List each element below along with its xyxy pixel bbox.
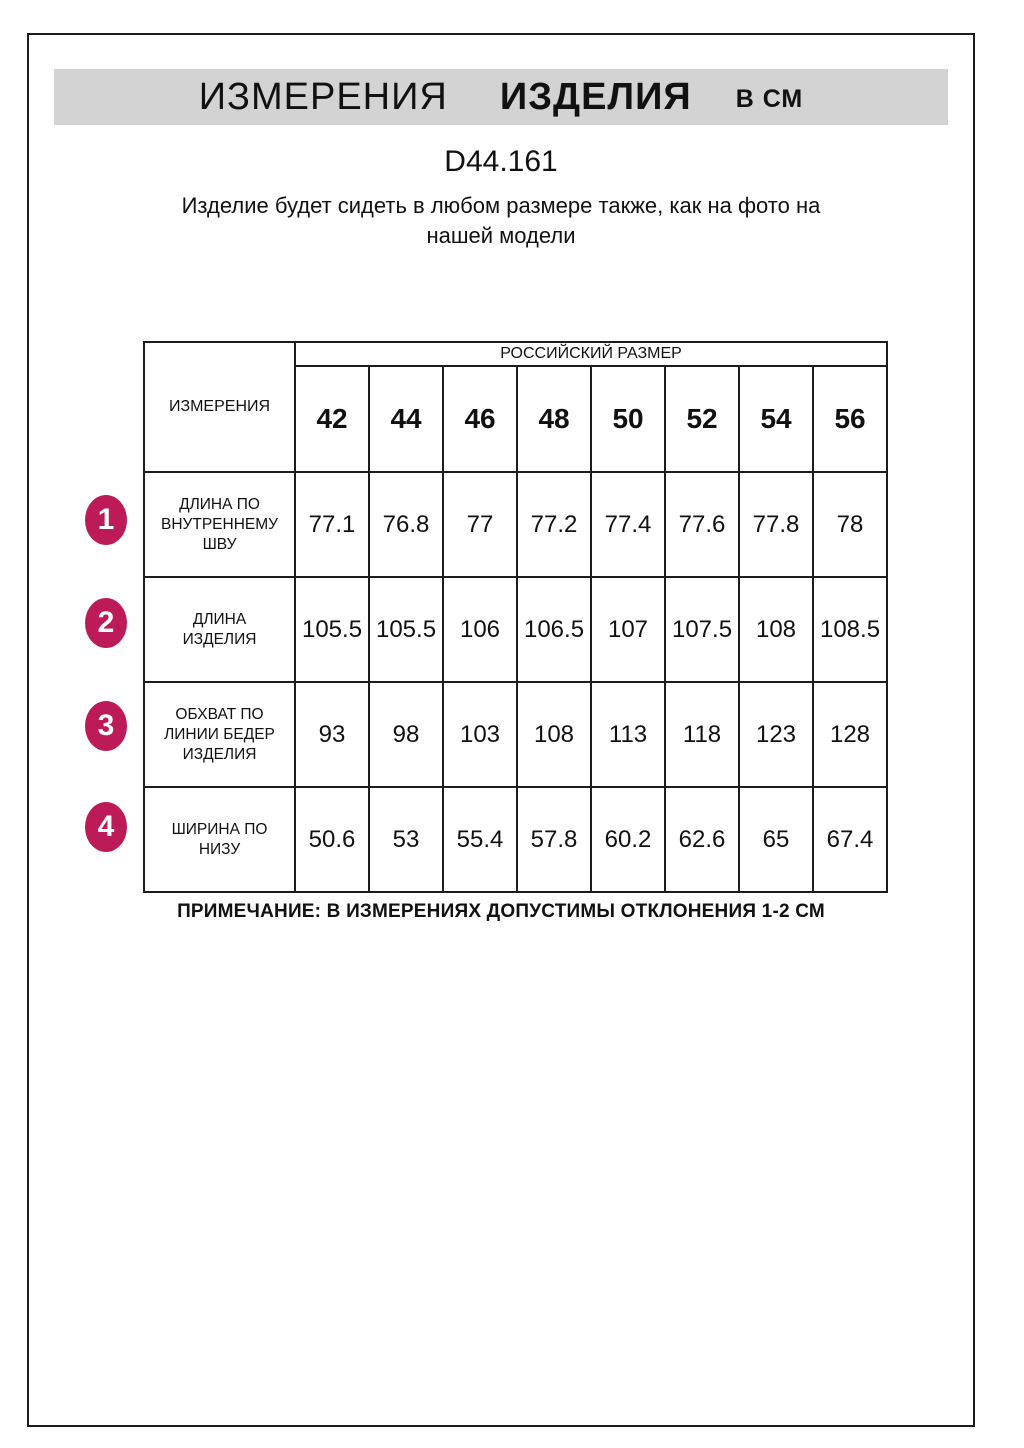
value-cell: 106: [443, 577, 517, 682]
value-cell: 55.4: [443, 787, 517, 892]
value-cell: 106.5: [517, 577, 591, 682]
value-cell: 105.5: [295, 577, 369, 682]
table-row-group-header: [144, 342, 887, 366]
row-number-badge-3: 3: [85, 701, 127, 751]
table-row-garment-length: [144, 577, 887, 682]
size-header-cell: 56: [813, 366, 887, 472]
value-cell: 78: [813, 472, 887, 577]
value-cell: 77.6: [665, 472, 739, 577]
row-label-cell: ДЛИНА ИЗДЕЛИЯ: [144, 577, 295, 682]
size-header-cell: 52: [665, 366, 739, 472]
table-row-bottom-width: [144, 787, 887, 892]
value-cell: 108.5: [813, 577, 887, 682]
size-header-cell: 54: [739, 366, 813, 472]
value-cell: 77: [443, 472, 517, 577]
table-row-inseam-length: [144, 472, 887, 577]
value-cell: 76.8: [369, 472, 443, 577]
corner-header-cell: ИЗМЕРЕНИЯ: [144, 342, 295, 472]
size-header-cell: 46: [443, 366, 517, 472]
value-cell: 67.4: [813, 787, 887, 892]
fit-description-line1: Изделие будет сидеть в любом размере также, как на фото на: [181, 193, 821, 218]
title-unit-cm: В СМ: [735, 84, 804, 113]
size-header-cell: 48: [517, 366, 591, 472]
title-banner: [54, 69, 948, 125]
model-number: D44.161: [444, 145, 558, 178]
value-cell: 128: [813, 682, 887, 787]
value-cell: 108: [739, 577, 813, 682]
size-header-cell: 50: [591, 366, 665, 472]
deviations-note: ПРИМЕЧАНИЕ: В ИЗМЕРЕНИЯХ ДОПУСТИМЫ ОТКЛОНЕНИЯ 1-2 СМ: [177, 901, 825, 922]
value-cell: 50.6: [295, 787, 369, 892]
value-cell: 108: [517, 682, 591, 787]
value-cell: 107.5: [665, 577, 739, 682]
value-cell: 53: [369, 787, 443, 892]
value-cell: 65: [739, 787, 813, 892]
value-cell: 113: [591, 682, 665, 787]
size-header-cell: 42: [295, 366, 369, 472]
value-cell: 60.2: [591, 787, 665, 892]
value-cell: 93: [295, 682, 369, 787]
row-number-badge-2: 2: [85, 598, 127, 648]
title-measurements: ИЗМЕРЕНИЯ: [198, 75, 448, 118]
value-cell: 118: [665, 682, 739, 787]
value-cell: 62.6: [665, 787, 739, 892]
fit-description-line2: нашей модели: [426, 223, 576, 248]
value-cell: 57.8: [517, 787, 591, 892]
value-cell: 77.2: [517, 472, 591, 577]
size-group-header-cell: РОССИЙСКИЙ РАЗМЕР: [295, 342, 887, 366]
page-border-frame: [27, 33, 975, 1427]
value-cell: 105.5: [369, 577, 443, 682]
fit-description: [29, 191, 973, 251]
row-label-cell: ОБХВАТ ПО ЛИНИИ БЕДЕР ИЗДЕЛИЯ: [144, 682, 295, 787]
value-cell: 77.8: [739, 472, 813, 577]
value-cell: 123: [739, 682, 813, 787]
table-row-hip-girth: [144, 682, 887, 787]
value-cell: 77.1: [295, 472, 369, 577]
row-label-cell: ШИРИНА ПО НИЗУ: [144, 787, 295, 892]
row-number-badge-1: 1: [85, 495, 127, 545]
value-cell: 103: [443, 682, 517, 787]
value-cell: 98: [369, 682, 443, 787]
row-number-badge-4: 4: [85, 802, 127, 852]
row-label-cell: ДЛИНА ПО ВНУТРЕННЕМУ ШВУ: [144, 472, 295, 577]
value-cell: 77.4: [591, 472, 665, 577]
value-cell: 107: [591, 577, 665, 682]
size-table: [143, 341, 888, 893]
title-product: ИЗДЕЛИЯ: [499, 75, 692, 118]
size-header-cell: 44: [369, 366, 443, 472]
